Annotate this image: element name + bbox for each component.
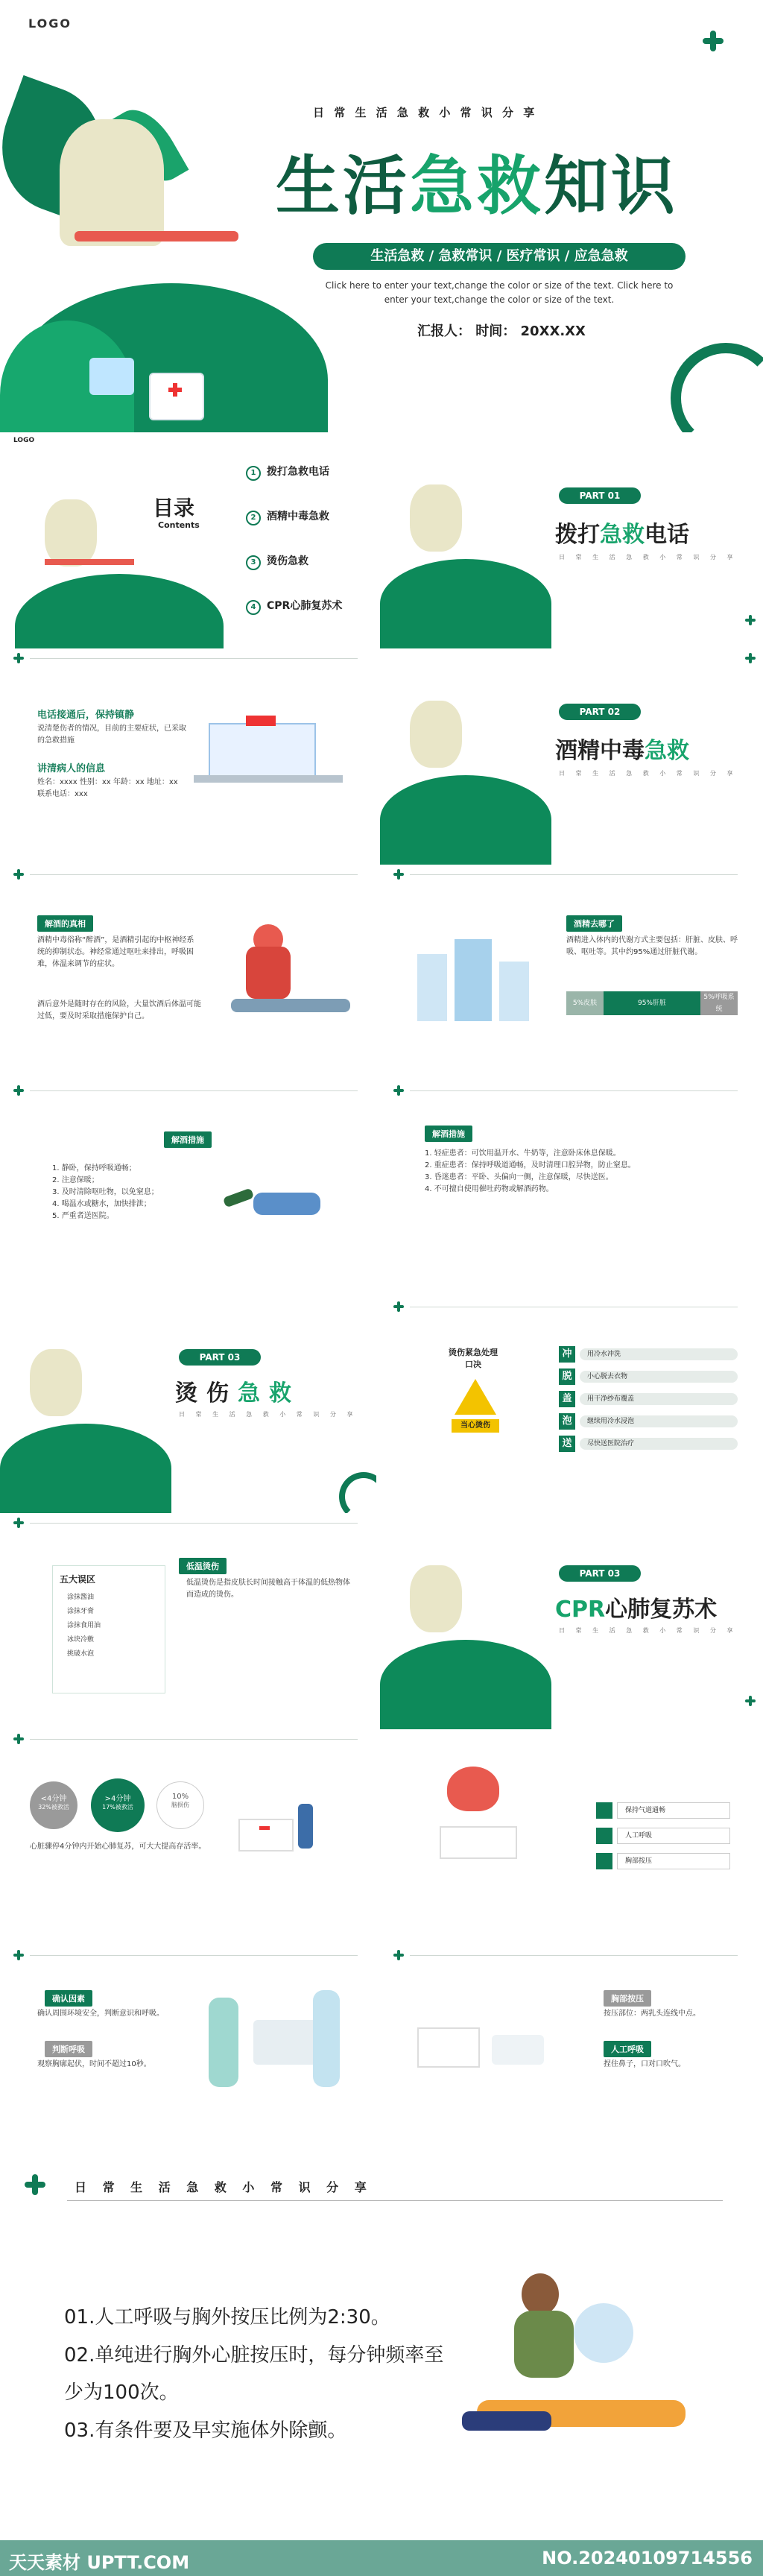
cpr-stats-slide <box>0 1729 376 1945</box>
part1-slide <box>380 432 763 648</box>
part1-badge: PART 01 <box>559 487 641 504</box>
measure-item: 1. 轻症患者：可饮用温开水、牛奶等，注意卧床休息保暖。 <box>425 1149 621 1158</box>
step-text: 小心脱去衣物 <box>580 1371 738 1383</box>
burn-step <box>559 1433 738 1455</box>
title-part-a: 生活 <box>276 149 410 224</box>
part3-title-a: 烫伤 <box>175 1380 238 1407</box>
myth-item: 涂抹酱油 <box>67 1594 95 1601</box>
measure-item: 3. 昏迷患者：平卧、头偏向一侧，注意保暖，尽快送医。 <box>425 1173 613 1181</box>
toc-item[interactable] <box>246 598 373 643</box>
cpr-steps-slide <box>380 1729 763 1945</box>
toc-title: 目录 <box>153 496 195 520</box>
stat-circle <box>91 1778 145 1832</box>
sparkle-icon <box>25 2174 45 2195</box>
low-temp-text: 低温烫伤是指皮肤长时间接触高于体温的低热物体而造成的烫伤。 <box>186 1579 350 1599</box>
alcohol-measures-list <box>52 1163 171 1222</box>
burn-myths-slide <box>0 1513 376 1729</box>
part4-illustration <box>380 1558 551 1729</box>
decor-ring <box>671 343 763 432</box>
alcohol-truth-text: 酒精中毒俗称“醉酒”，是酒精引起的中枢神经系统的抑制状态。神经常通过呕吐来排出，呼吸困难，体温来调节的症状。 <box>37 936 194 968</box>
call-text-2: 姓名：xxxx 性别：xx 年龄：xx 地址：xx 联系电话：xxx <box>37 778 178 798</box>
toc-item[interactable] <box>246 553 373 598</box>
bar-skin: 5%皮肤 <box>566 991 604 1015</box>
alcohol-bar <box>566 991 738 1015</box>
part2-title <box>555 732 689 765</box>
part3-title-b: 急救 <box>238 1380 300 1407</box>
cover-desc-line1: Click here to enter your text,change the color or size of the text. Click here to <box>325 280 674 291</box>
alcohol-measures2-heading: 解酒措施 <box>425 1126 472 1142</box>
cpr-press-slide <box>380 1945 763 2162</box>
step-key: 盖 <box>559 1391 575 1407</box>
ambulance-scene-illustration <box>417 2005 551 2087</box>
hospital-illustration <box>194 716 343 790</box>
call-heading-2: 讲清病人的信息 <box>37 763 106 774</box>
press-text: 按压部位：两乳头连线中点。 <box>604 2010 700 2018</box>
sparkle-icon <box>13 869 24 880</box>
heart-illustration <box>425 1767 536 1863</box>
alcohol-where-slide <box>380 865 763 1081</box>
cover-desc-line2: enter your text,change the color or size of the text. <box>384 294 615 306</box>
sparkle-icon <box>13 653 24 663</box>
part3-sub: 日 常 生 活 急 救 小 常 识 分 享 <box>179 1411 358 1418</box>
step-label: 胸部按压 <box>617 1853 730 1869</box>
summary-line: 03.有条件要及早实施体外除颤。 <box>64 2419 347 2443</box>
measure-item: 3. 及时清除呕吐物，以免窒息； <box>52 1188 159 1196</box>
confirm-text: 确认周围环境安全，判断意识和呼吸。 <box>37 2010 164 2018</box>
measure-item: 4. 喝温水或糖水，加快排泄； <box>52 1200 151 1208</box>
city-illustration <box>402 939 544 1029</box>
myth-item: 冰块冷敷 <box>67 1635 95 1644</box>
summary-sub: 日 常 生 活 急 救 小 常 识 分 享 <box>75 2180 373 2194</box>
part1-title-c: 电话 <box>645 522 689 548</box>
burn-step <box>559 1366 738 1388</box>
ambulance-illustration <box>238 1804 350 1863</box>
part3-title <box>175 1374 300 1407</box>
cpr-person-illustration <box>216 924 358 1029</box>
part2-slide <box>380 648 763 865</box>
part4-title-b: 心肺复苏术 <box>605 1597 718 1623</box>
toc-logo: LOGO <box>13 437 35 444</box>
sparkle-icon <box>745 1696 756 1706</box>
part2-sub: 日 常 生 活 急 救 小 常 识 分 享 <box>559 770 738 777</box>
stat-circle <box>156 1781 204 1829</box>
cpr-rescuer-illustration <box>462 2273 700 2452</box>
stat-small: 脑损伤 <box>171 1802 189 1808</box>
stat-big: >4分钟 <box>104 1795 131 1803</box>
sparkle-icon <box>393 869 404 880</box>
summary-line: 02.单纯进行胸外心脏按压时，每分钟频率至 <box>64 2343 444 2367</box>
decor-ring <box>339 1472 376 1513</box>
burn-warning-label: 当心烫伤 <box>452 1419 499 1433</box>
toc-item-label: 烫伤急救 <box>267 555 308 567</box>
part2-badge: PART 02 <box>559 704 641 720</box>
alcohol-measures-heading: 解酒措施 <box>164 1131 212 1148</box>
summary-slide <box>0 2162 763 2540</box>
breath-text: 捏住鼻子，口对口吹气。 <box>604 2060 686 2068</box>
toc-item-label: 拨打急救电话 <box>267 466 329 478</box>
part3-badge: PART 03 <box>179 1349 261 1366</box>
measure-item: 4. 不可擅自使用催吐药物或解酒药物。 <box>425 1185 554 1193</box>
sparkle-icon <box>745 653 756 663</box>
part1-title-b: 急救 <box>600 522 645 548</box>
stat-big: <4分钟 <box>40 1795 67 1803</box>
toc-item[interactable] <box>246 508 373 553</box>
alcohol-measures2-slide <box>380 1081 763 1297</box>
sparkle-icon <box>393 1950 404 1960</box>
toc-list <box>246 464 373 643</box>
step-bullet <box>596 1853 612 1869</box>
summary-line: 少为100次。 <box>64 2381 179 2405</box>
breath-heading: 人工呼吸 <box>604 2041 651 2057</box>
sparkle-icon <box>703 31 724 51</box>
sparkle-icon <box>13 1518 24 1528</box>
cpr-step <box>596 1798 730 1823</box>
myth-item: 涂抹牙膏 <box>67 1607 95 1615</box>
call-slide <box>0 648 376 865</box>
toc-item[interactable] <box>246 464 373 508</box>
watermark-footer <box>0 2540 763 2576</box>
logo: LOGO <box>28 16 72 31</box>
cover-reporter: 汇报人： 时间： 20XX.XX <box>417 323 586 339</box>
part3-illustration <box>0 1342 171 1513</box>
step-text: 尽快送医院治疗 <box>580 1438 738 1450</box>
toc-item-number: 2 <box>246 511 261 525</box>
bar-breath: 5%呼吸系统 <box>700 991 738 1015</box>
part1-sub: 日 常 生 活 急 救 小 常 识 分 享 <box>559 554 738 561</box>
stat-small: 32%被救活 <box>38 1804 69 1811</box>
myth-item: 挑破水泡 <box>67 1650 95 1658</box>
step-key: 泡 <box>559 1413 575 1430</box>
part2-illustration <box>380 693 551 865</box>
sparkle-icon <box>13 1950 24 1960</box>
toc-item-number: 4 <box>246 600 261 615</box>
cpr-step <box>596 1823 730 1849</box>
alcohol-truth-slide <box>0 865 376 1081</box>
burn-myths-box <box>52 1565 165 1693</box>
toc-title-en: Contents <box>158 520 200 530</box>
step-label: 人工呼吸 <box>617 1828 730 1844</box>
judge-heading: 判断呼吸 <box>45 2041 92 2057</box>
measure-item: 1. 静卧，保持呼吸通畅； <box>52 1164 136 1172</box>
alcohol-where-heading: 酒精去哪了 <box>566 915 622 932</box>
myth-item: 涂抹食用油 <box>67 1621 101 1629</box>
summary-list <box>64 2299 481 2450</box>
toc-item-label: 酒精中毒急救 <box>267 511 329 523</box>
step-key: 冲 <box>559 1346 575 1363</box>
footer-left: 天天素材 UPTT.COM <box>9 2552 190 2573</box>
alcohol-truth-heading: 解酒的真相 <box>37 915 93 932</box>
toc-item-label: CPR心肺复苏术 <box>267 600 343 612</box>
confirm-heading: 确认因素 <box>45 1990 92 2007</box>
step-text: 用冷水冲洗 <box>580 1348 738 1360</box>
footer-right: NO.20240109714556 <box>542 2548 753 2569</box>
title-part-c: 知识 <box>544 149 678 224</box>
step-key: 脱 <box>559 1368 575 1385</box>
burn-step <box>559 1410 738 1433</box>
call-heading-1: 电话接通后，保持镇静 <box>37 710 135 721</box>
cover-slide <box>0 0 763 432</box>
bar-liver: 95%肝脏 <box>604 991 700 1015</box>
doctors-illustration <box>201 1983 350 2102</box>
cover-title <box>276 134 678 227</box>
sparkle-icon <box>13 1734 24 1744</box>
alcohol-where-text: 酒精进入体内的代谢方式主要包括：肝脏、皮肤、呼吸、呕吐等。其中约95%通过肝脏代谢。 <box>566 936 738 956</box>
burn-step <box>559 1388 738 1410</box>
sparkle-icon <box>393 1085 404 1096</box>
step-label: 保持气道通畅 <box>617 1802 730 1819</box>
stat-circle <box>30 1781 77 1829</box>
step-bullet <box>596 1828 612 1844</box>
part1-title <box>555 516 689 549</box>
measure-item: 2. 重症患者：保持呼吸道通畅，及时清理口腔异物，防止窒息。 <box>425 1161 636 1169</box>
measure-item: 2. 注意保暖； <box>52 1176 99 1184</box>
stat-big: 10% <box>171 1793 189 1801</box>
part4-sub: 日 常 生 活 急 救 小 常 识 分 享 <box>559 1627 738 1634</box>
step-text: 用干净纱布覆盖 <box>580 1393 738 1405</box>
part4-title <box>555 1591 717 1623</box>
cpr-confirm-slide <box>0 1945 376 2162</box>
burn-myths-heading: 五大误区 <box>60 1574 96 1585</box>
part2-title-b: 急救 <box>645 738 689 764</box>
cpr-step <box>596 1849 730 1874</box>
cover-desc <box>313 279 686 307</box>
sparkle-icon <box>13 1085 24 1096</box>
part4-title-a: CPR <box>555 1597 606 1623</box>
part4-slide <box>380 1513 763 1729</box>
press-heading: 胸部按压 <box>604 1990 651 2007</box>
warning-triangle-icon <box>455 1379 496 1415</box>
step-key: 送 <box>559 1436 575 1452</box>
alcohol-measures-slide <box>0 1081 376 1297</box>
burn-steps-list <box>559 1343 738 1455</box>
stat-small: 17%被救活 <box>102 1804 133 1811</box>
cpr-steps-list <box>596 1798 730 1874</box>
call-text-1: 说清楚伤者的情况，目前的主要症状，已采取的急救措施 <box>37 724 186 745</box>
part4-badge: PART 03 <box>559 1565 641 1582</box>
toc-slide <box>0 432 376 648</box>
cover-tag-bar: 生活急救 / 急救常识 / 医疗常识 / 应急急救 <box>313 243 686 270</box>
part1-illustration <box>380 477 551 648</box>
alcohol-truth-text-2: 酒后意外是随时存在的风险，大量饮酒后体温可能过低，要及时采取措施保护自己。 <box>37 1000 201 1020</box>
cover-subtitle: 日 常 生 活 急 救 小 常 识 分 享 <box>313 106 538 119</box>
part3-slide <box>0 1297 376 1513</box>
sparkle-icon <box>393 1301 404 1312</box>
sparkle-icon <box>745 615 756 625</box>
burn-steps-slide <box>380 1297 763 1513</box>
burn-steps-heading: 烫伤紧急处理口决 <box>449 1348 498 1369</box>
drunk-person-illustration <box>224 1163 328 1230</box>
step-text: 继续用冷水浸泡 <box>580 1415 738 1427</box>
burn-step <box>559 1343 738 1366</box>
toc-item-number: 3 <box>246 555 261 570</box>
step-bullet <box>596 1802 612 1819</box>
low-temp-heading: 低温烫伤 <box>179 1558 227 1574</box>
part2-title-a: 酒精中毒 <box>555 738 645 764</box>
toc-item-number: 1 <box>246 466 261 481</box>
alcohol-measures2-list <box>425 1148 738 1196</box>
judge-text: 观察胸廓起伏，时间不超过10秒。 <box>37 2060 151 2068</box>
measure-item: 5. 严重者送医院。 <box>52 1212 114 1220</box>
summary-line: 01.人工呼吸与胸外按压比例为2:30。 <box>64 2306 390 2329</box>
title-part-b: 急救 <box>410 149 544 224</box>
part1-title-a: 拨打 <box>555 522 600 548</box>
cover-illustration <box>0 75 328 432</box>
cpr-stats-text: 心脏骤停4分钟内开始心肺复苏，可大大提高存活率。 <box>30 1843 206 1851</box>
